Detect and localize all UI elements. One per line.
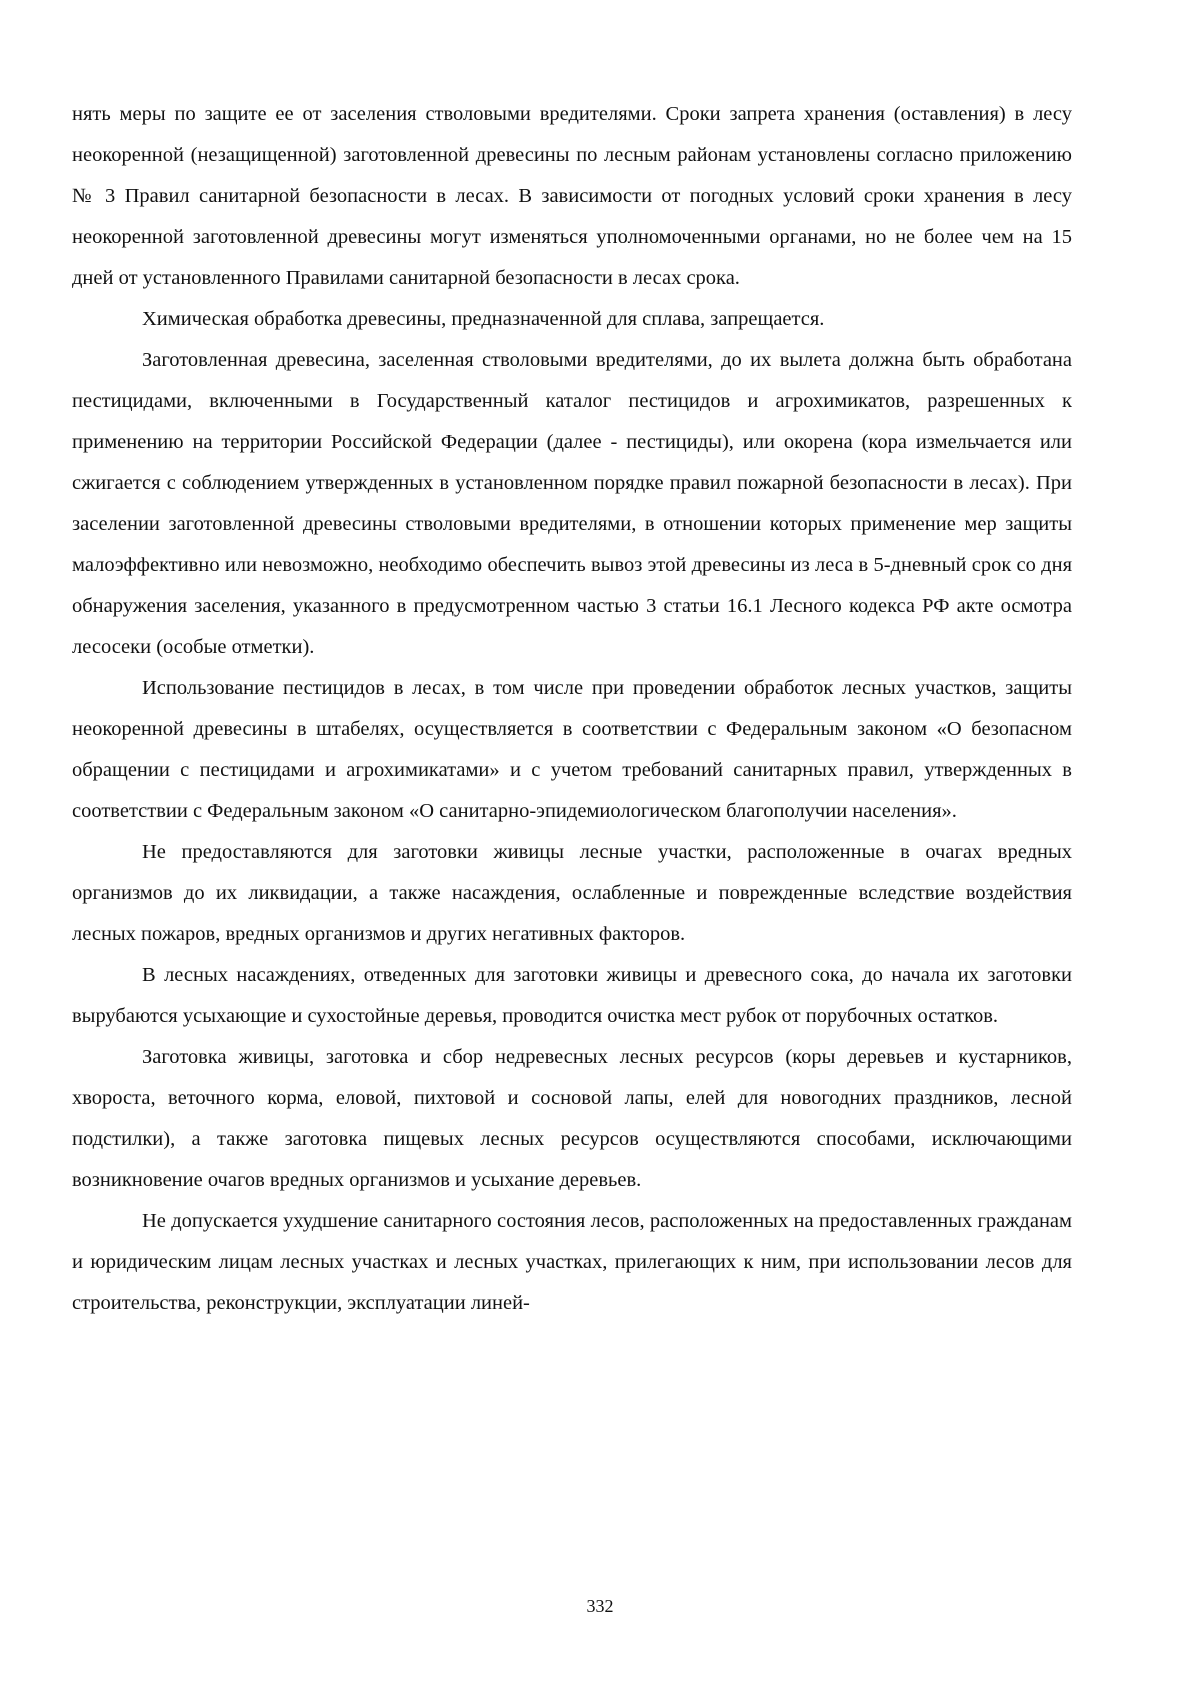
- paragraph-3: Заготовленная древесина, заселенная стволовыми вредителями, до их вылета должна быть обработана пестицидами, включенными в Государственный каталог пестицидов и агрохимикатов, разрешенных к применению на территории Российской Федерации (далее - пестициды), или окорена (кора измельчается или сжигается с соблюдением утвержденных в установленном порядке правил пожарной безопасности в лесах). При заселении заготовленной древесины стволовыми вредителями, в отношении которых применение мер защиты малоэффективно или невозможно, необходимо обеспечить вывоз этой древесины из леса в 5-дневный срок со дня обнаружения заселения, указанного в предусмотренном частью 3 статьи 16.1 Лесного кодекса РФ акте осмотра лесосеки (особые отметки).: [72, 349, 1072, 658]
- body-text: [72, 94, 1072, 1324]
- paragraph-7: Заготовка живицы, заготовка и сбор недревесных лесных ресурсов (коры деревьев и кустарников, хвороста, веточного корма, еловой, пихтовой и сосновой лапы, елей для новогодних праздников, лесной подстилки), а также заготовка пищевых лесных ресурсов осуществляются способами, исключающими возникновение очагов вредных организмов и усыхание деревьев.: [72, 1046, 1072, 1191]
- paragraph-1: нять меры по защите ее от заселения стволовыми вредителями. Сроки запрета хранения (оставления) в лесу неокоренной (незащищенной) заготовленной древесины по лесным районам установлены согласно приложению № 3 Правил санитарной безопасности в лесах. В зависимости от погодных условий сроки хранения в лесу неокоренной заготовленной древесины могут изменяться уполномоченными органами, но не более чем на 15 дней от установленного Правилами санитарной безопасности в лесах срока.: [72, 103, 1072, 289]
- paragraph-4: Использование пестицидов в лесах, в том числе при проведении обработок лесных участков, защиты неокоренной древесины в штабелях, осуществляется в соответствии с Федеральным законом «О безопасном обращении с пестицидами и агрохимикатами» и с учетом требований санитарных правил, утвержденных в соответствии с Федеральным законом «О санитарно-эпидемиологическом благополучии населения».: [72, 677, 1072, 822]
- paragraph-8: Не допускается ухудшение санитарного состояния лесов, расположенных на предоставленных гражданам и юридическим лицам лесных участках и лесных участках, прилегающих к ним, при использовании лесов для строительства, реконструкции, эксплуатации линей-: [72, 1210, 1072, 1314]
- paragraph-2: Химическая обработка древесины, предназначенной для сплава, запрещается.: [142, 308, 825, 330]
- page-number: 332: [586, 1596, 614, 1616]
- paragraph-5: Не предоставляются для заготовки живицы лесные участки, расположенные в очагах вредных организмов до их ликвидации, а также насаждения, ослабленные и поврежденные вследствие воздействия лесных пожаров, вредных организмов и других негативных факторов.: [72, 841, 1072, 945]
- paragraph-6: В лесных насаждениях, отведенных для заготовки живицы и древесного сока, до начала их заготовки вырубаются усыхающие и сухостойные деревья, проводится очистка мест рубок от порубочных остатков.: [72, 964, 1072, 1027]
